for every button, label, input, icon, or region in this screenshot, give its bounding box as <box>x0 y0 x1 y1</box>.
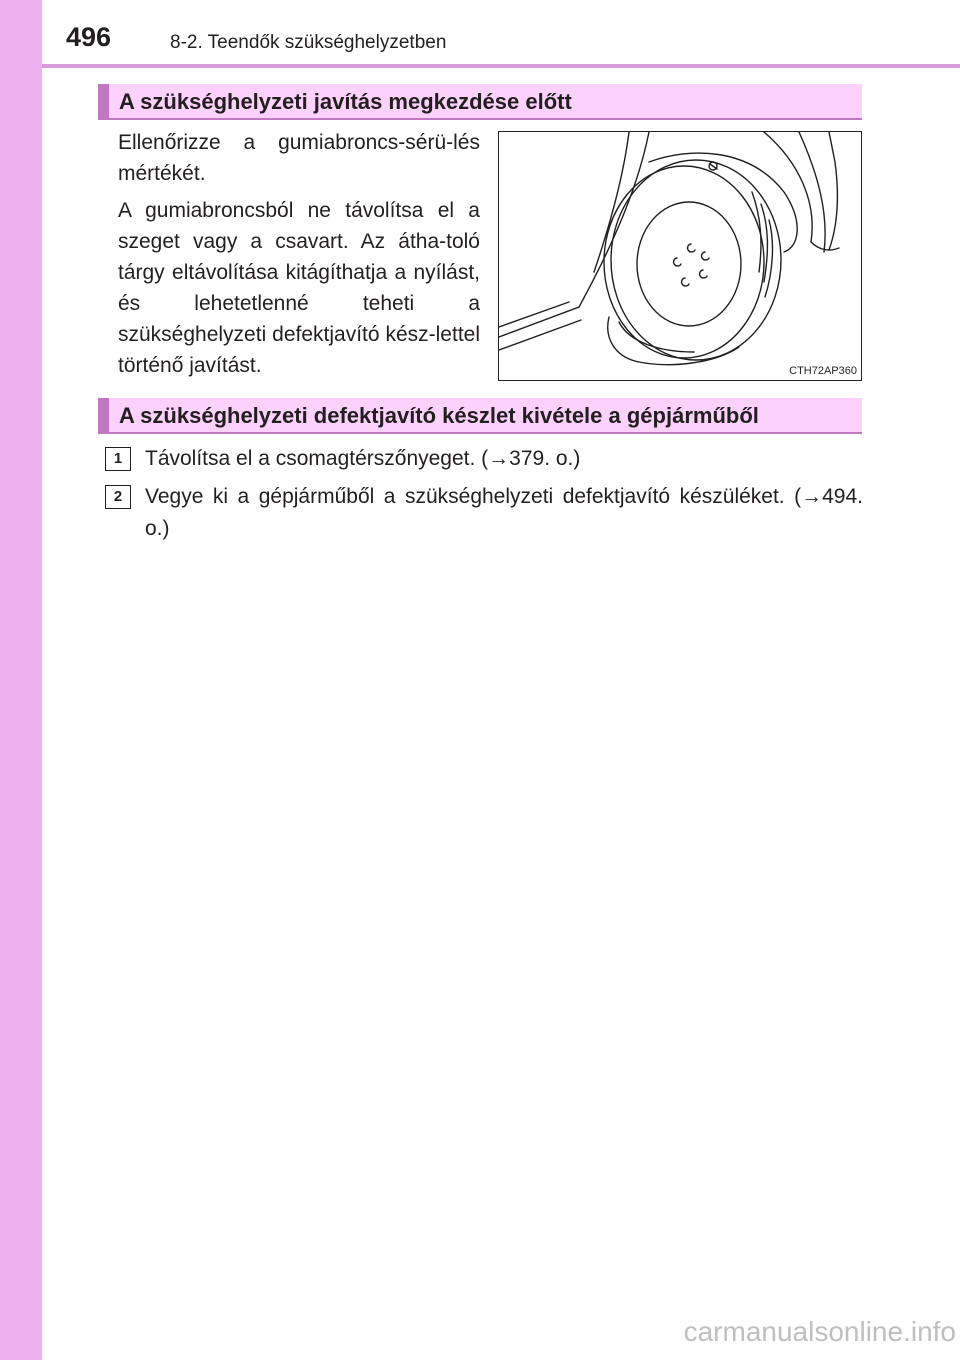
step-number-badge: 1 <box>105 447 131 471</box>
step-text: Vegye ki a gépjárműből a szükséghelyzeti defektjavító készüléket. (→494. o.) <box>145 485 863 540</box>
side-strip <box>0 0 42 1360</box>
chapter-title: 8-2. Teendők szükséghelyzetben <box>170 32 447 53</box>
header-divider <box>42 64 960 68</box>
watermark: carmanualsonline.info <box>683 1316 956 1347</box>
step-text: Távolítsa el a csomagtérszőnyeget. (→379. o.) <box>145 447 581 470</box>
section-heading-text: A szükséghelyzeti defektjavító készlet kivétele a gépjárműből <box>119 403 759 428</box>
section-heading-before-repair <box>98 84 862 120</box>
section-heading-remove-kit <box>98 398 862 434</box>
tire-figure <box>498 131 862 381</box>
section-heading-text: A szükséghelyzeti javítás megkezdése előtt <box>119 89 572 114</box>
page-number: 496 <box>66 22 112 52</box>
paragraph-check-damage: Ellenőrizze a gumiabroncs-sérü-lés mértékét. <box>118 131 480 185</box>
paragraph-do-not-remove-nail: A gumiabroncsból ne távolítsa el a szeget vagy a csavart. Az átha-toló tárgy eltávolítása kitágíthatja a nyílást, és lehetetlenné teheti a szükséghelyzeti defektjavító kész-lettel történő javítást. <box>118 199 480 377</box>
tire-with-nail-icon <box>499 132 861 380</box>
figure-code: CTH72AP360 <box>789 365 857 377</box>
step-number-badge: 2 <box>105 485 131 509</box>
